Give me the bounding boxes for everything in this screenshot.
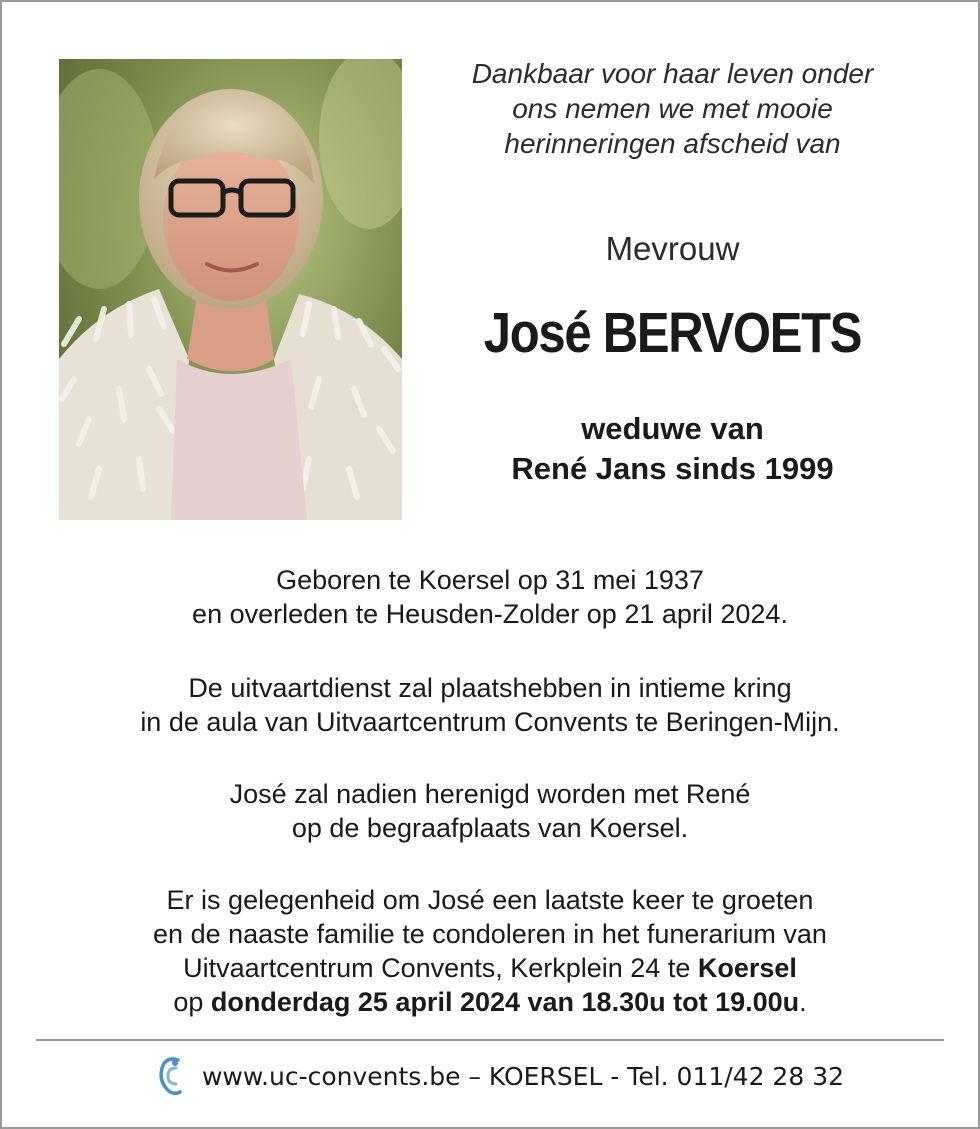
paragraph-line: Er is gelegenheid om José een laatste keer te groeten [166, 885, 814, 915]
paragraph-line: Geboren te Koersel op 31 mei 1937 [276, 565, 704, 595]
paragraph-line [40, 985, 940, 1019]
widow-line: weduwe van [581, 411, 764, 446]
widow-line: René Jans sinds 1999 [511, 451, 834, 486]
paragraph-line: José zal nadien herenigd worden met René [229, 779, 751, 809]
paragraph-line: en overleden te Heusden-Zolder op 21 april 2024. [192, 599, 788, 629]
paragraph-line: De uitvaartdienst zal plaatshebben in intieme kring [188, 673, 792, 703]
paragraph-line: en de naaste familie te condoleren in het funerarium van [153, 919, 827, 949]
date-prefix: op [173, 987, 211, 1017]
footer [100, 1054, 900, 1098]
deceased-name: José BERVOETS [483, 301, 862, 365]
date-emphasis: donderdag 25 april 2024 van 18.30u tot 19.00u [210, 987, 800, 1017]
date-suffix: . [799, 987, 807, 1017]
funeral-home-logo-icon [156, 1054, 186, 1098]
service-paragraph [40, 671, 940, 739]
honorific: Mevrouw [605, 230, 740, 267]
location-emphasis: Koersel [697, 953, 797, 983]
intro-line: ons nemen we met mooie [512, 93, 833, 124]
visitation-paragraph [40, 883, 940, 1019]
paragraph-line: in de aula van Uitvaartcentrum Convents te Beringen-Mijn. [140, 707, 840, 737]
paragraph-line: op de begraafplaats van Koersel. [291, 813, 689, 843]
intro-line: Dankbaar voor haar leven onder [471, 58, 874, 89]
intro-line: herinneringen afscheid van [504, 128, 841, 159]
intro-text [430, 56, 915, 161]
portrait-photo [59, 59, 402, 520]
birth-death-paragraph [40, 563, 940, 631]
widow-note [430, 409, 915, 489]
burial-paragraph [40, 777, 940, 845]
footer-divider [36, 1039, 944, 1041]
address-text: Uitvaartcentrum Convents, Kerkplein 24 te [183, 953, 698, 983]
footer-contact: www.uc-convents.be – KOERSEL - Tel. 011/42 28 32 [201, 1061, 845, 1091]
paragraph-line [40, 951, 940, 985]
